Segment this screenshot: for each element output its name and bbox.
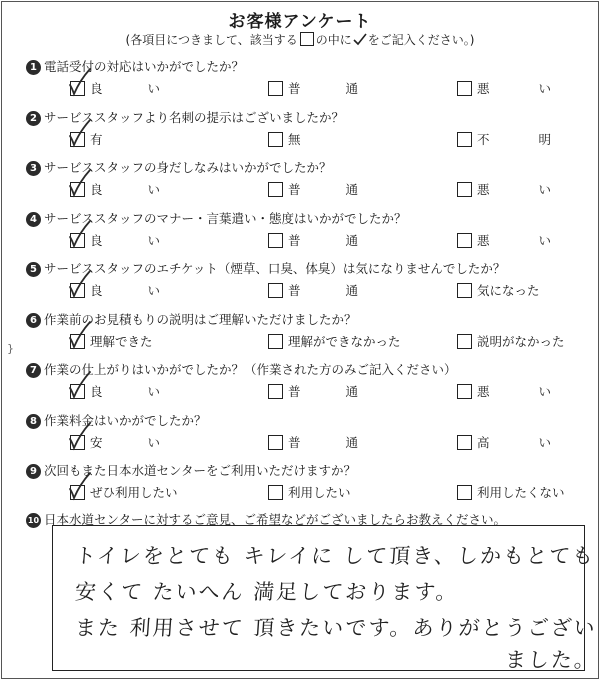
comment-line: トイレをとても キレイに して頂き、しかもとても xyxy=(74,544,596,568)
option-label-part: い xyxy=(147,384,160,399)
option-label-part: 普 xyxy=(288,182,301,197)
option-label xyxy=(288,180,358,198)
question-text: 次回もまた日本水道センターをご利用いただけますか？ xyxy=(44,463,357,478)
checkbox[interactable] xyxy=(268,334,283,349)
question-number-badge: 1 xyxy=(26,60,41,75)
option-label xyxy=(477,332,565,350)
option-label-part: 良 xyxy=(90,384,103,399)
option-label-part: い xyxy=(538,182,551,197)
option-label xyxy=(90,231,160,249)
option-label-part: 通 xyxy=(345,233,358,248)
question-1-option-3[interactable] xyxy=(457,79,551,97)
option-label-part: 高 xyxy=(477,435,490,450)
option-label xyxy=(288,281,358,299)
option-label-part: 利用したくない xyxy=(477,485,565,500)
option-label-part: 理解ができなかった xyxy=(288,334,401,349)
option-label xyxy=(288,483,351,501)
question-2-option-2[interactable] xyxy=(268,130,301,148)
checked-checkbox[interactable] xyxy=(70,334,85,349)
option-label-part: 悪 xyxy=(477,81,490,96)
option-label-part: 説明がなかった xyxy=(477,334,565,349)
option-label xyxy=(477,79,551,97)
option-label xyxy=(90,382,160,400)
option-label-part: い xyxy=(538,384,551,399)
checkbox[interactable] xyxy=(457,384,472,399)
question-8-option-2[interactable] xyxy=(268,433,358,451)
option-label xyxy=(477,281,540,299)
checkbox[interactable] xyxy=(268,233,283,248)
checkbox[interactable] xyxy=(457,334,472,349)
option-label-part: 悪 xyxy=(477,233,490,248)
option-label xyxy=(477,130,551,148)
question-6-option-1[interactable] xyxy=(70,332,153,350)
option-label-part: い xyxy=(538,435,551,450)
option-label xyxy=(477,382,551,400)
handwritten-check-icon xyxy=(68,119,92,147)
option-label xyxy=(288,79,358,97)
question-6-option-2[interactable] xyxy=(268,332,401,350)
option-label-part: い xyxy=(538,81,551,96)
option-label-part: 不 xyxy=(477,132,490,147)
question-text: 日本水道センターに対するご意見、ご希望などがございましたらお教えください。 xyxy=(44,512,507,527)
question-number-badge: 10 xyxy=(26,513,41,528)
option-label-part: い xyxy=(147,435,160,450)
option-label-part: い xyxy=(147,81,160,96)
question-3-option-2[interactable] xyxy=(268,180,358,198)
checkbox[interactable] xyxy=(457,132,472,147)
checked-checkbox[interactable] xyxy=(70,435,85,450)
comment-line: 安くて たいへん 満足しております。 xyxy=(74,580,460,604)
option-label xyxy=(288,382,358,400)
question-number-badge: 9 xyxy=(26,464,41,479)
option-label-part: い xyxy=(538,233,551,248)
option-label-part: ぜひ利用したい xyxy=(90,485,178,500)
handwritten-check-icon xyxy=(68,422,92,450)
checkbox[interactable] xyxy=(268,81,283,96)
checkbox[interactable] xyxy=(457,81,472,96)
option-label xyxy=(477,180,551,198)
checkbox[interactable] xyxy=(457,485,472,500)
question-1 xyxy=(26,57,244,75)
question-text: サービススタッフのエチケット（煙草、口臭、体臭）は気になりませんでしたか？ xyxy=(44,261,506,276)
question-number-badge: 6 xyxy=(26,313,41,328)
option-label-part: い xyxy=(147,182,160,197)
question-4-option-1[interactable] xyxy=(70,231,160,249)
checkbox[interactable] xyxy=(457,283,472,298)
option-label-part: い xyxy=(147,283,160,298)
question-7-option-1[interactable] xyxy=(70,382,160,400)
margin-mark: } xyxy=(7,342,14,355)
question-2-option-3[interactable] xyxy=(457,130,551,148)
question-8-option-1[interactable] xyxy=(70,433,160,451)
question-1-option-1[interactable] xyxy=(70,79,160,97)
option-label-part: 理解できた xyxy=(90,334,153,349)
question-text: サービススタッフの身だしなみはいかがでしたか？ xyxy=(44,160,332,175)
option-label xyxy=(288,130,301,148)
handwritten-check-icon xyxy=(68,371,92,399)
checkbox[interactable] xyxy=(457,182,472,197)
checkbox[interactable] xyxy=(457,435,472,450)
option-label-part: 良 xyxy=(90,81,103,96)
option-label xyxy=(477,231,551,249)
option-label-part: 利用したい xyxy=(288,485,351,500)
checked-checkbox[interactable] xyxy=(70,233,85,248)
question-text: 作業の仕上がりはいかがでしたか？（作業された方のみご記入ください） xyxy=(44,362,457,377)
question-9-option-3[interactable] xyxy=(457,483,565,501)
question-7-option-2[interactable] xyxy=(268,382,358,400)
option-label-part: 良 xyxy=(90,233,103,248)
option-label-part: 通 xyxy=(345,81,358,96)
form-instructions: (各項目につきまして、該当する の中に をご記入ください。) xyxy=(125,33,475,47)
option-label-part: 普 xyxy=(288,233,301,248)
checked-checkbox[interactable] xyxy=(70,485,85,500)
option-label-part: 有 xyxy=(90,132,103,147)
option-label xyxy=(90,433,160,451)
question-4-option-3[interactable] xyxy=(457,231,551,249)
checked-checkbox[interactable] xyxy=(70,81,85,96)
handwritten-check-icon xyxy=(68,68,92,96)
survey-form xyxy=(1,1,599,679)
question-text: サービススタッフのマナー・言葉遣い・態度はいかがでしたか？ xyxy=(44,211,407,226)
handwritten-check-icon xyxy=(68,321,92,349)
option-label-part: 普 xyxy=(288,435,301,450)
checked-checkbox[interactable] xyxy=(70,384,85,399)
option-label xyxy=(288,231,358,249)
checkbox[interactable] xyxy=(457,233,472,248)
option-label xyxy=(90,180,160,198)
question-1-option-2[interactable] xyxy=(268,79,358,97)
question-text: 電話受付の対応はいかがでしたか？ xyxy=(44,59,245,74)
handwritten-check-icon xyxy=(68,270,92,298)
checkbox[interactable] xyxy=(268,283,283,298)
option-label-part: い xyxy=(147,233,160,248)
question-5-option-1[interactable] xyxy=(70,281,160,299)
option-label-part: 良 xyxy=(90,283,103,298)
checkbox[interactable] xyxy=(268,435,283,450)
comment-line: また 利用させて 頂きたいです。ありがとうござい xyxy=(74,616,598,640)
option-label-part: 通 xyxy=(345,384,358,399)
option-label-part: 気になった xyxy=(477,283,540,298)
option-label-part: 悪 xyxy=(477,384,490,399)
checkbox[interactable] xyxy=(268,182,283,197)
checkbox[interactable] xyxy=(268,384,283,399)
handwritten-check-icon xyxy=(68,169,92,197)
option-label-part: 普 xyxy=(288,384,301,399)
question-text: 作業料金はいかがでしたか？ xyxy=(44,413,207,428)
option-label xyxy=(288,332,401,350)
check-mark-icon xyxy=(353,33,367,46)
question-number-badge: 5 xyxy=(26,262,41,277)
question-2-option-1[interactable] xyxy=(70,130,103,148)
question-number-badge: 3 xyxy=(26,161,41,176)
checked-checkbox[interactable] xyxy=(70,132,85,147)
form-title: お客様アンケート xyxy=(228,12,372,32)
question-8 xyxy=(26,411,207,429)
option-label xyxy=(288,433,358,451)
question-9-option-2[interactable] xyxy=(268,483,351,501)
empty-box-icon xyxy=(300,32,314,46)
question-7-option-3[interactable] xyxy=(457,382,551,400)
question-5 xyxy=(26,259,505,277)
option-label-part: 無 xyxy=(288,132,301,147)
question-5-option-3[interactable] xyxy=(457,281,540,299)
checked-checkbox[interactable] xyxy=(70,182,85,197)
question-8-option-3[interactable] xyxy=(457,433,551,451)
option-label-part: 良 xyxy=(90,182,103,197)
option-label xyxy=(90,281,160,299)
question-number-badge: 4 xyxy=(26,212,41,227)
question-number-badge: 7 xyxy=(26,363,41,378)
option-label-part: 明 xyxy=(538,132,551,147)
question-9-option-1[interactable] xyxy=(70,483,178,501)
option-label xyxy=(90,483,178,501)
option-label-part: 通 xyxy=(345,283,358,298)
question-text: 作業前のお見積もりの説明はご理解いただけましたか？ xyxy=(44,312,357,327)
question-3-option-3[interactable] xyxy=(457,180,551,198)
question-3-option-1[interactable] xyxy=(70,180,160,198)
option-label-part: 通 xyxy=(345,182,358,197)
option-label xyxy=(477,433,551,451)
checked-checkbox[interactable] xyxy=(70,283,85,298)
option-label xyxy=(90,332,153,350)
question-4-option-2[interactable] xyxy=(268,231,358,249)
comment-box[interactable] xyxy=(52,525,598,672)
checkbox[interactable] xyxy=(268,485,283,500)
question-5-option-2[interactable] xyxy=(268,281,358,299)
handwritten-check-icon xyxy=(68,220,92,248)
question-6-option-3[interactable] xyxy=(457,332,565,350)
comment-line: ました。 xyxy=(504,648,598,672)
question-number-badge: 8 xyxy=(26,414,41,429)
option-label xyxy=(90,79,160,97)
option-label-part: 普 xyxy=(288,283,301,298)
option-label-part: 普 xyxy=(288,81,301,96)
question-text: サービススタッフより名刺の提示はございましたか？ xyxy=(44,110,345,125)
option-label xyxy=(477,483,565,501)
option-label-part: 悪 xyxy=(477,182,490,197)
option-label-part: 通 xyxy=(345,435,358,450)
question-number-badge: 2 xyxy=(26,111,41,126)
handwritten-check-icon xyxy=(68,472,92,500)
option-label-part: 安 xyxy=(90,435,103,450)
checkbox[interactable] xyxy=(268,132,283,147)
